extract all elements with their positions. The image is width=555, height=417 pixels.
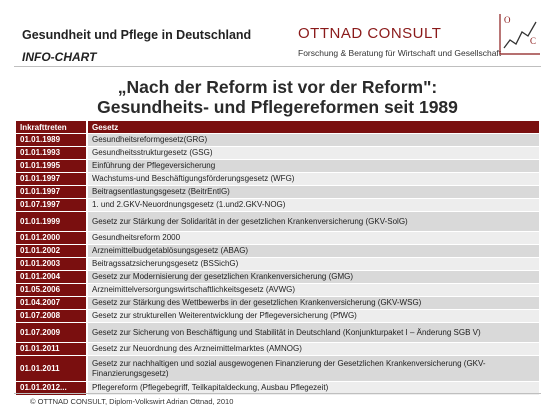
table-row	[16, 284, 539, 297]
table-row	[16, 258, 539, 271]
row-law: Arzneimittelbudgetablösungsgesetz (ABAG)	[87, 245, 539, 258]
row-law: Gesetz zur Modernisierung der gesetzlichen Krankenversicherung (GMG)	[87, 271, 539, 284]
row-date: 01.01.2011	[16, 356, 87, 382]
row-date: 01.01.2002	[16, 245, 87, 258]
table-row	[16, 310, 539, 323]
svg-text:C: C	[530, 36, 537, 46]
table-row	[16, 271, 539, 284]
oc-logo-chart-icon	[496, 12, 542, 58]
row-law: Wachstums-und Beschäftigungsförderungsgesetz (WFG)	[87, 173, 539, 186]
table-row	[16, 297, 539, 310]
row-date: 01.07.2008	[16, 310, 87, 323]
row-date: 01.05.2006	[16, 284, 87, 297]
table-row	[16, 232, 539, 245]
table-row	[16, 173, 539, 186]
table-row	[16, 199, 539, 212]
page-title-line1: „Nach der Reform ist vor der Reform":	[117, 77, 438, 97]
column-header-law: Gesetz	[87, 121, 539, 134]
header-subtitle: INFO-CHART	[22, 50, 97, 64]
row-date: 01.01.1989	[16, 134, 87, 147]
header-title: Gesundheit und Pflege in Deutschland	[22, 28, 252, 42]
table-row	[16, 212, 539, 232]
table-row	[16, 186, 539, 199]
row-date: 01.01.1995	[16, 160, 87, 173]
table-row	[16, 147, 539, 160]
row-date: 01.01.2003	[16, 258, 87, 271]
row-law: Pflegereform (Pflegebegriff, Teilkapitaldeckung, Ausbau Pflegezeit)	[87, 382, 539, 395]
footer-divider	[14, 393, 541, 394]
row-law: Beitragssatzsicherungsgesetz (BSSichG)	[87, 258, 539, 271]
row-law: Gesundheitsreformgesetz(GRG)	[87, 134, 539, 147]
table-row	[16, 323, 539, 343]
row-law: 1. und 2.GKV-Neuordnungsgesetz (1.und2.GKV-NOG)	[87, 199, 539, 212]
table-row	[16, 343, 539, 356]
header-divider	[14, 66, 541, 67]
row-date: 01.01.1999	[16, 212, 87, 232]
row-law: Gesundheitsreform 2000	[87, 232, 539, 245]
row-date: 01.01.2012...	[16, 382, 87, 395]
row-date: 01.01.1997	[16, 173, 87, 186]
table-row	[16, 245, 539, 258]
row-law: Beitragsentlastungsgesetz (BeitrEntlG)	[87, 186, 539, 199]
row-law: Gesetz zur Sicherung von Beschäftigung und Stabilität in Deutschland (Konjunkturpaket I – Änderung SGB V)	[87, 323, 539, 343]
svg-text:O: O	[504, 15, 511, 25]
column-header-date: Inkrafttreten	[16, 121, 87, 134]
row-date: 01.01.2000	[16, 232, 87, 245]
row-law: Gesetz zur Stärkung der Solidarität in der gesetzlichen Krankenversicherung (GKV-SolG)	[87, 212, 539, 232]
row-date: 01.07.2009	[16, 323, 87, 343]
brand-tagline: Forschung & Beratung für Wirtschaft und Gesellschaft	[298, 48, 502, 58]
row-date: 01.01.1997	[16, 186, 87, 199]
footer-copyright: © OTTNAD CONSULT, Diplom-Volkswirt Adrian Ottnad, 2010	[30, 397, 234, 406]
row-date: 01.01.2011	[16, 343, 87, 356]
reform-table	[16, 121, 539, 395]
page-title-line2: Gesundheits- und Pflegereformen seit 1989	[97, 97, 458, 117]
row-law: Einführung der Pflegeversicherung	[87, 160, 539, 173]
row-date: 01.04.2007	[16, 297, 87, 310]
row-law: Gesundheitsstrukturgesetz (GSG)	[87, 147, 539, 160]
table-row	[16, 134, 539, 147]
brand-name: OTTNAD CONSULT	[298, 25, 442, 42]
row-law: Gesetz zur nachhaltigen und sozial ausgewogenen Finanzierung der Gesetzlichen Krankenversicherung (GKV-Finanzierungsgesetz)	[87, 356, 539, 382]
row-law: Arzneimittelversorgungswirtschaftlichkeitsgesetz (AVWG)	[87, 284, 539, 297]
table-row	[16, 356, 539, 382]
table-row	[16, 160, 539, 173]
table-header-row	[16, 121, 539, 134]
row-date: 01.01.1993	[16, 147, 87, 160]
row-date: 01.07.1997	[16, 199, 87, 212]
row-law: Gesetz zur Neuordnung des Arzneimittelmarktes (AMNOG)	[87, 343, 539, 356]
row-law: Gesetz zur Stärkung des Wettbewerbs in der gesetzlichen Krankenversicherung (GKV-WSG)	[87, 297, 539, 310]
row-date: 01.01.2004	[16, 271, 87, 284]
row-law: Gesetz zur strukturellen Weiterentwicklung der Pflegeversicherung (PfWG)	[87, 310, 539, 323]
